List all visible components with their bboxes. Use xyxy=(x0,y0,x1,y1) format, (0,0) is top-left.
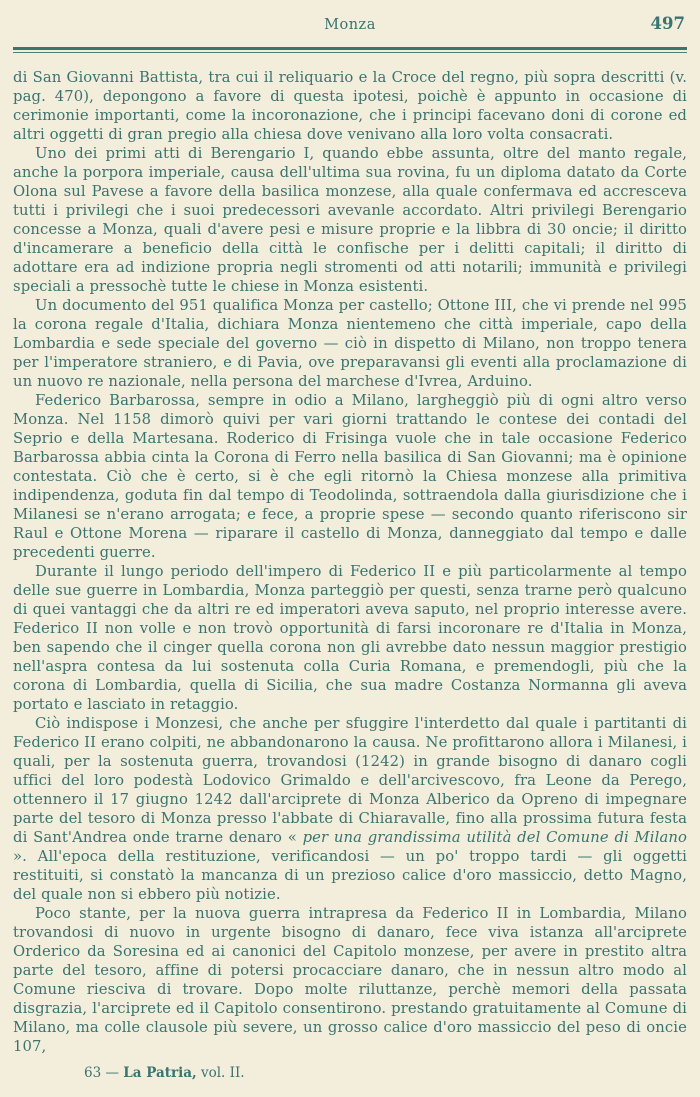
text-segment: Un documento del 951 qualifica Monza per castello; Ottone III, che vi prende nel 995 la corona regale d'Italia, dichiara Monza nientemeno che città imperiale, capo della Lombardia e sede speciale del governo — ciò in dispetto di Milano, non troppo tenera per l'imperatore straniero, e di Pavia, ove preparavansi gli eventi alla proclamazione di un nuovo re nazionale, nella persona del marchese d'Ivrea, Arduino. xyxy=(13,296,687,390)
paragraph xyxy=(13,144,687,296)
text-segment: Ciò indispose i Monzesi, che anche per sfuggire l'interdetto dal quale i partitanti di Federico II erano colpiti, ne abbandonarono la causa. Ne profittarono allora i Milanesi, i quali, per la sostenuta guerra, trovandosi (1242) in grande bisogno di danaro cogli uffici del loro podestà Lodovico Grimaldo e dell'arcivescovo, fra Leone da Perego, ottennero il 17 giugno 1242 dall'arciprete di Monza Alberico da Opreno di impegnare parte del tesoro di Monza presso l'abbate di Chiaravalle, fino alla prossima futura festa di Sant'Andrea onde trarne denaro « xyxy=(13,714,687,846)
text-segment: Federico Barbarossa, sempre in odio a Milano, largheggiò più di ogni altro verso Monza. Nel 1158 dimorò quivi per vari giorni trattando le contese dei contadi del Seprio e della Martesana. Roderico di Frisinga vuole che in tale occasione Federico Barbarossa abbia cinta la Corona di Ferro nella basilica di San Giovanni; ma è opinione contestata. Ciò che è certo, si è che egli ritornò la Chiesa monzese alla primitiva indipendenza, goduta fin dal tempo di Teodolinda, sottraendola dalla giurisdizione che i Milanesi se n'erano arrogata; e fece, a proprie spese — secondo quanto riferiscono sir Raul e Ottone Morena — riparare il castello di Monza, danneggiato dal tempo e dalle precedenti guerre. xyxy=(13,391,687,561)
header-rule-thin xyxy=(13,52,687,53)
paragraph xyxy=(13,391,687,562)
page-number: 497 xyxy=(650,14,685,33)
text-segment: di San Giovanni Battista, tra cui il reliquario e la Croce del regno, più sopra descritti (v. pag. 470), depongono a favore di questa ipotesi, poichè è appunto in occasione di cerimonie importanti, come la incoronazione, che i principi facevano doni di corone ed altri oggetti di gran pregio alla chiesa dove venivano alla loro volta consacrati. xyxy=(13,68,687,143)
text-segment: Durante il lungo periodo dell'impero di Federico II e più particolarmente al tempo delle sue guerre in Lombardia, Monza parteggiò per questi, senza trarne però qualcuno di quei vantaggi che da altri re ed imperatori aveva saputo, nel proprio interesse avere. Federico II non volle e non trovò opportunità di farsi incoronare re d'Italia in Monza, ben sapendo che il cinger quella corona non gli avrebbe dato nessun maggior prestigio nell'aspra contesa da lui sostenuta colla Curia Romana, e premendogli, più che la corona di Lombardia, quella di Sicilia, che sua madre Costanza Normanna gli aveva portato e lasciato in retaggio. xyxy=(13,562,687,713)
paragraph xyxy=(13,296,687,391)
paragraph xyxy=(13,904,687,1056)
text-segment: Poco stante, per la nuova guerra intrapresa da Federico II in Lombardia, Milano trovandosi di nuovo in urgente bisogno di danaro, fece viva istanza all'arciprete Orderico da Soresina ed ai canonici del Capitolo monzese, per avere in prestito altra parte del tesoro, affine di potersi procacciare danaro, che in nessun altro modo al Comune riesciva di trovare. Dopo molte riluttanze, perchè memori della passata disgrazia, l'arciprete ed il Capitolo consentirono. prestando gratuitamente al Comune di Milano, ma colle clausole più severe, un grosso calice d'oro massiccio del peso di oncie 107, xyxy=(13,904,687,1055)
page-footer xyxy=(84,1065,245,1081)
text-segment: Uno dei primi atti di Berengario I, quando ebbe assunta, oltre del manto regale, anche la porpora imperiale, causa dell'ultima sua rovina, fu un diploma datato da Corte Olona sul Pavese a favore della basilica monzese, alla quale confermava ed accresceva tutti i privilegi che i suoi predecessori avevanle accordato. Altri privilegi Berengario concesse a Monza, quali d'avere pesi e misure proprie e la libbra di 30 oncie; il diritto d'incamerare a beneficio della città le confische per i delitti capitali; il diritto di adottare era ad indizione propria negli stromenti od atti notarili; immunità e privilegi speciali a pressochè tutte le chiese in Monza esistenti. xyxy=(13,144,687,295)
page-body xyxy=(0,68,700,1056)
footer-volume: vol. II. xyxy=(196,1065,245,1081)
quoted-italic-text: per una grandissima utilità del Comune di Milano xyxy=(302,828,688,846)
page-header xyxy=(0,0,700,43)
paragraph xyxy=(13,68,687,144)
text-segment: ». All'epoca della restituzione, verificandosi — un po' troppo tardi — gli oggetti restituiti, si constatò la mancanza di un prezioso calice d'oro massiccio, detto Magno, del quale non si ebbero più notizie. xyxy=(13,847,687,903)
footer-work-title: La Patria, xyxy=(123,1065,197,1081)
paragraph xyxy=(13,714,687,904)
running-title: Monza xyxy=(324,17,376,33)
footer-signature-number: 63 — xyxy=(84,1065,124,1081)
header-rule-thick xyxy=(13,47,687,50)
paragraph xyxy=(13,562,687,714)
header-rule xyxy=(13,47,687,53)
